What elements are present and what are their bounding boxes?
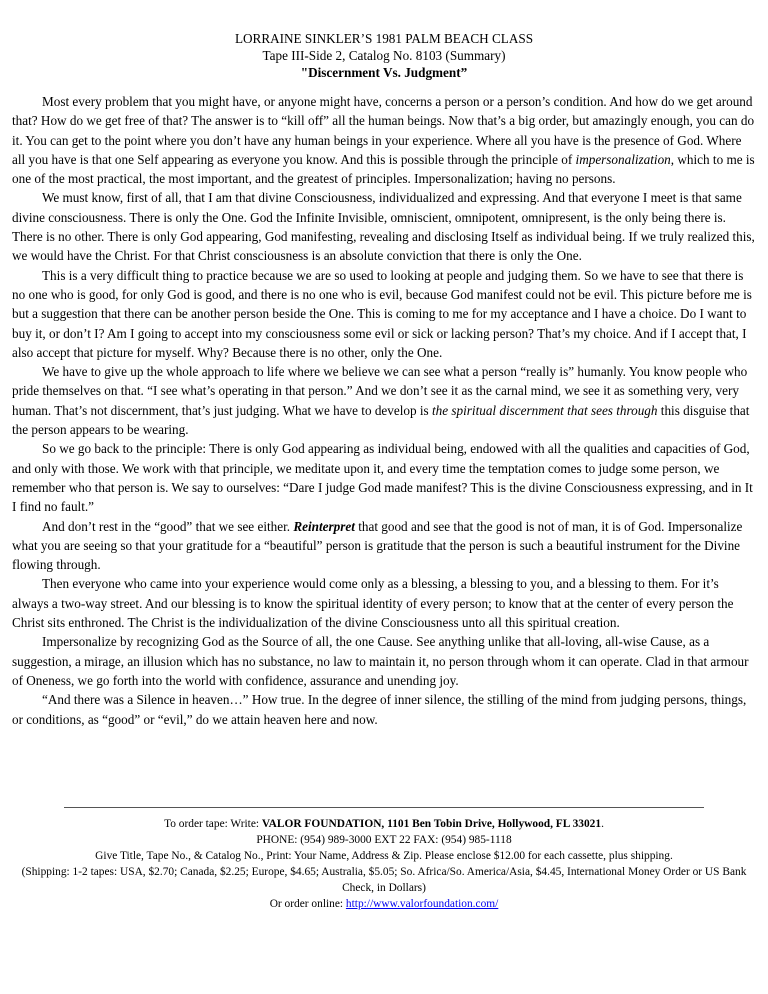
shipping-line: (Shipping: 1-2 tapes: USA, $2.70; Canada, $2.25; Europe, $4.65; Australia, $5.05; So. Africa/So. America/Asia, $4.45, International Money Order or US Bank Check, in Dollars)	[21, 866, 747, 894]
document-title: "Discernment Vs. Judgment”	[300, 65, 468, 80]
footer-divider	[64, 807, 704, 808]
paragraph-2: We must know, first of all, that I am that divine Consciousness, individualized and expressing. And that everyone I meet is that same divine consciousness. There is only the One. God the Infinite Invisible, omniscient, omnipotent, omnipresent, is the only being there is. There is no other. There is only God appearing, God manifesting, revealing and disclosing Itself as individual being. If we truly realized this, we would have the Christ. For that Christ consciousness is an absolute conviction that there is only the One.	[12, 190, 755, 264]
document-header	[12, 30, 756, 81]
emphasis-impersonalization: impersonalization	[575, 151, 671, 167]
foundation-address: VALOR FOUNDATION, 1101 Ben Tobin Drive, Hollywood, FL 33021	[261, 818, 602, 830]
instructions-line: Give Title, Tape No., & Catalog No., Print: Your Name, Address & Zip. Please enclose $12.00 for each cassette, plus shipping.	[95, 850, 673, 862]
emphasis-spiritual-discernment: the spiritual discernment that sees through	[431, 402, 658, 418]
order-footer	[12, 816, 756, 912]
website-link[interactable]: http://www.valorfoundation.com/	[345, 898, 499, 910]
online-order-line: Or order online: http://www.valorfoundation.com/	[269, 898, 499, 910]
paragraph-1: Most every problem that you might have, or anyone might have, concerns a person or a person’s condition. And how do we get around that? How do we get free of that? The answer is to “kill off” all the human beings. Now that’s a big order, but amazingly enough, you can do it. You can get to the point where you don’t have any human beings in your experience. Where all you have is the presence of God. Where all you have is that one Self appearing as everyone you know. And this is possible through the principle of impersonalization, which to me is one of the most practical, the most important, and the greatest of principles. Impersonalization; having no persons.	[12, 94, 755, 187]
document-page	[12, 30, 756, 729]
document-body	[12, 92, 756, 729]
paragraph-9: “And there was a Silence in heaven…” How true. In the degree of inner silence, the stilling of the mind from judging persons, things, or conditions, as “good” or “evil,” do we attain heaven here and now.	[12, 692, 747, 727]
emphasis-reinterpret: Reinterpret	[293, 518, 355, 534]
class-title: LORRAINE SINKLER’S 1981 PALM BEACH CLASS	[234, 31, 534, 46]
paragraph-7: Then everyone who came into your experience would come only as a blessing, a blessing to you, and a blessing to them. For it’s always a two-way street. And our blessing is to know the spiritual identity of every person; to know that at the center of every person the Christ sits enthroned. The Christ is the individualization of the divine Consciousness unto all this spiritual creation.	[12, 576, 734, 631]
paragraph-4: We have to give up the whole approach to life where we believe we can see what a person “really is” humanly. You know people who pride themselves on that. “I see what’s operating in that person.” And we don’t see it as the carnal mind, we see it as something very, very human. That’s not discernment, that’s just judging. What we have to develop is the spiritual discernment that sees through this disguise that the person appears to be wearing.	[12, 364, 750, 438]
paragraph-3: This is a very difficult thing to practice because we are so used to looking at people and judging them. So we have to see that there is no one who is good, for only God is good, and there is no one who is evil, because God manifest could not be evil. This picture before me is but a suggestion that there can be another person beside the One. This is coming to me for my acceptance and I have a choice. Do I want to buy it, or don’t I? Am I going to accept into my consciousness some evil or sick or lacking person? That’s my choice. And if I accept that, I also accept that picture for myself. Why? Because there is no other, only the One.	[12, 267, 752, 360]
tape-info: Tape III-Side 2, Catalog No. 8103 (Summary)	[262, 48, 506, 63]
paragraph-8: Impersonalize by recognizing God as the Source of all, the one Cause. See anything unlike that all-loving, all-wise Cause, as a suggestion, a mirage, an illusion which has no substance, no law to maintain it, no person through whom it can operate. Clad in that armour of Oneness, we go forth into the world with confidence, assurance and unending joy.	[12, 634, 749, 688]
paragraph-5: So we go back to the principle: There is only God appearing as individual being, endowed with all the qualities and capacities of God, and only with those. We work with that principle, we meditate upon it, and every time the temptation comes to judge some person, we remember who that person is. We say to ourselves: “Dare I judge God made manifest? This is the divine Consciousness expressing, and in It I find no fault.”	[12, 441, 753, 515]
paragraph-6: And don’t rest in the “good” that we see either. Reinterpret that good and see that the good is not of man, it is of God. Impersonalize what you are seeing so that your gratitude for a “beautiful” person is gratitude that the person is such a beautiful instrument for the Divine flowing through.	[12, 518, 743, 573]
phone-line: PHONE: (954) 989-3000 EXT 22 FAX: (954) 985-1118	[256, 834, 512, 846]
order-address-line: To order tape: Write: VALOR FOUNDATION, 1101 Ben Tobin Drive, Hollywood, FL 33021.	[164, 818, 604, 830]
